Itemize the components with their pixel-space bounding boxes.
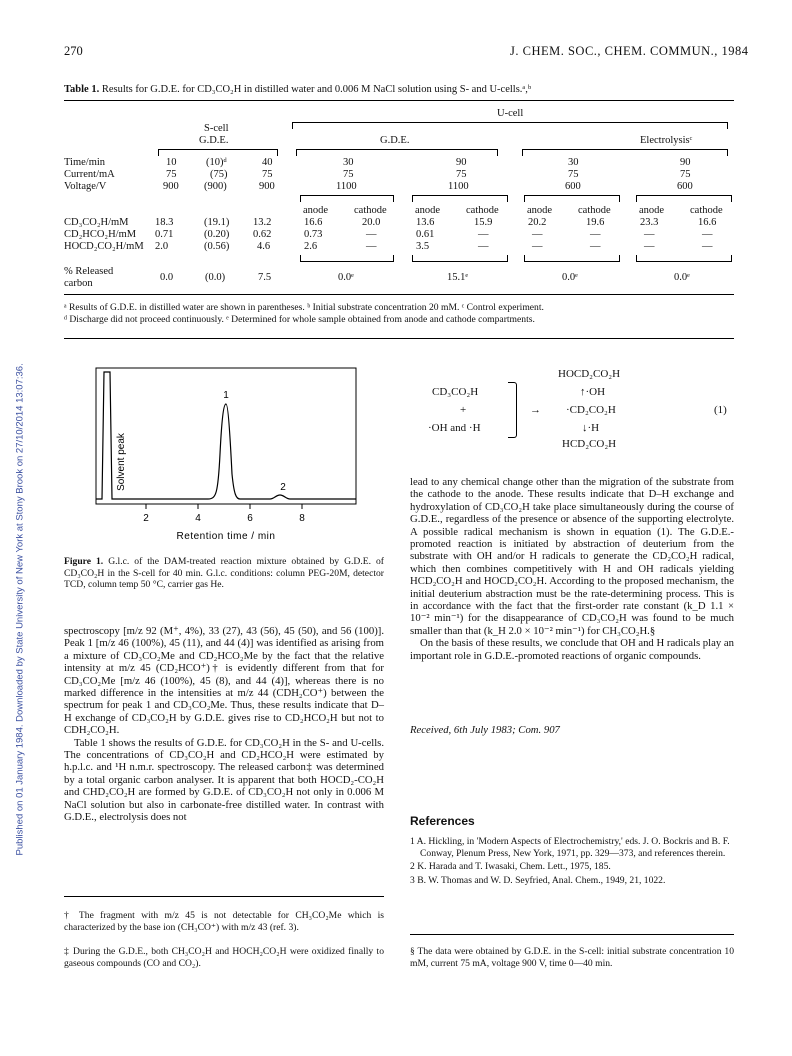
g3-anode-hocd2: —: [532, 241, 543, 252]
ucell-g1-voltage: 1100: [336, 181, 357, 192]
scell-brace: [158, 149, 278, 156]
figure-caption-label: Figure 1.: [64, 556, 104, 567]
scell-voltage-3: 900: [259, 181, 275, 192]
g2-anode: anode: [415, 205, 441, 216]
ucell-g3-current: 75: [568, 169, 579, 180]
g1-brace: [300, 195, 394, 202]
scheme-arrow: →: [530, 404, 541, 416]
g3-brace: [524, 195, 620, 202]
g3-anode-cd3: 20.2: [528, 217, 547, 228]
right-footnote-rule: [410, 934, 734, 935]
g4-brace: [636, 195, 732, 202]
footnote-dagger: † The fragment with m/z 45 is not detectable for CH₃CO₂Me which is characterized by the base ion (CH₃CO⁺) with m/z 43 (ref. 3).: [64, 910, 384, 933]
scheme-up-oh: ↑·OH: [580, 386, 606, 398]
ucell-g2-voltage: 1100: [448, 181, 469, 192]
g1-cathode: cathode: [354, 205, 387, 216]
right-column-text: [410, 476, 734, 662]
reference-3: 3 B. W. Thomas and W. D. Seyfried, Anal. Chem., 1949, 21, 1022.: [410, 874, 666, 886]
tick-label-6: 6: [247, 513, 253, 524]
g2-released: 15.1ᵉ: [447, 272, 469, 283]
g3-anode-cd2h: —: [532, 229, 543, 240]
table-caption-text: Results for G.D.E. for CD₃CO₂H in distilled water and 0.006 M NaCl solution using S- and U-cells.ᵃ,ᵇ: [101, 84, 532, 95]
left-footnote-rule: [64, 896, 384, 897]
scell-cd3-1: 18.3: [155, 217, 174, 228]
g2-brace: [412, 195, 508, 202]
table-top-rule: [64, 100, 734, 101]
g4-lower-brace: [636, 255, 732, 262]
peak-1-label: 1: [223, 390, 229, 401]
g4-anode-hocd2: —: [644, 241, 655, 252]
g1-anode-cd3: 16.6: [304, 217, 323, 228]
ucell-g4-current: 75: [680, 169, 691, 180]
g1-cathode-hocd2: —: [366, 241, 377, 252]
scell-current-1: 75: [166, 169, 177, 180]
g2-cathode-cd3: 15.9: [474, 217, 493, 228]
g2-cathode-cd2h: —: [478, 229, 489, 240]
g4-cathode-cd3: 16.6: [698, 217, 717, 228]
scheme-plus: +: [460, 404, 467, 416]
row-label-time: Time/min: [64, 157, 106, 168]
references-list: [410, 836, 734, 886]
g4-cathode-hocd2: —: [702, 241, 713, 252]
g2-anode-hocd2: 3.5: [416, 241, 430, 252]
g3-cathode-hocd2: —: [590, 241, 601, 252]
left-paragraph-1: spectroscopy [m/z 92 (M⁺, 4%), 33 (27), 43 (56), 45 (50), and 56 (100)]. Peak 1 [m/z 46 (100%), 45 (11), and 44 (4)] was identified as arising from a mixture of CD₃CO₂Me and CD₂HCO₂Me by the fact that the relative intensity at m/z 45 (CD₂HCO⁺)† is evidently different from that for CD₃CO₂Me [m/z 46 (100%), 45 (8), and 44 (4)], whereas there is no marked difference in the intensities at m/z 44 (CDH₂CO⁺) between the spectrum for peak 1 and CD₃CO₂Me. Thus, these results indicate that D–H exchange of CD₃CO₂H by G.D.E. gives rise to CD₂HCO₂H but not to CDH₂CO₂H.: [64, 625, 384, 737]
g3-lower-brace: [524, 255, 620, 262]
g4-anode-cd2h: —: [644, 229, 655, 240]
received-date: Received, 6th July 1983; Com. 907: [410, 724, 560, 736]
ucell-g1-time: 30: [343, 157, 354, 168]
g1-released: 0.0ᵉ: [338, 272, 354, 283]
row-label-cd3: CD₃CO₂H/mM: [64, 217, 129, 228]
scheme-intermediate: ·CD₂CO₂H: [566, 404, 616, 416]
scell-time-1: 10: [166, 157, 177, 168]
ucell-g3-voltage: 600: [565, 181, 581, 192]
gde-brace: [296, 149, 498, 156]
equation-number: (1): [714, 404, 727, 416]
left-column-text: [64, 625, 384, 824]
table-header-gde: G.D.E.: [380, 135, 410, 146]
g3-cathode-cd3: 19.6: [586, 217, 605, 228]
g1-anode-cd2h: 0.73: [304, 229, 323, 240]
left-paragraph-2: Table 1 shows the results of G.D.E. for CD₃CO₂H in the S- and U-cells. The concentrations of CD₃CO₂H and CD₂HCO₂H were estimated by h.p.l.c. and ¹H n.m.r. spectroscopy. The released carbon‡ was determined by a total organic carbon analyser. It is apparent that both HOCD₂-CO₂H and CHD₂CO₂H are formed by G.D.E. of CD₃CO₂H not only in 0.006 M NaCl solution but also in carbonate-free distilled water. In contrast with G.D.E., electrolysis does not: [64, 736, 384, 824]
row-label-hocd2: HOCD₂CO₂H/mM: [64, 241, 144, 252]
peak-2-label: 2: [280, 482, 286, 493]
g4-anode: anode: [639, 205, 665, 216]
g3-cathode: cathode: [578, 205, 611, 216]
g3-released: 0.0ᵉ: [562, 272, 578, 283]
table-header-scell-gde: G.D.E.: [199, 135, 229, 146]
ucell-g4-voltage: 600: [677, 181, 693, 192]
footnote-section: § The data were obtained by G.D.E. in the S-cell: initial substrate concentration 10 mM, current 75 mA, voltage 900 V, time 0—40 min.: [410, 946, 734, 969]
figure-caption: [64, 556, 384, 591]
scell-released-2: (0.0): [205, 272, 226, 283]
row-label-current: Current/mA: [64, 169, 115, 180]
reaction-scheme: [410, 366, 740, 466]
scell-hocd2-2: (0.56): [204, 241, 230, 252]
ucell-g1-current: 75: [343, 169, 354, 180]
g1-anode-hocd2: 2.6: [304, 241, 318, 252]
scell-cd3-3: 13.2: [253, 217, 272, 228]
g4-released: 0.0ᵉ: [674, 272, 690, 283]
scell-cd3-2: (19.1): [204, 217, 230, 228]
g2-lower-brace: [412, 255, 508, 262]
reference-1: 1 A. Hickling, in 'Modern Aspects of Electrochemistry,' eds. J. O. Bockris and B. F. Conway, Plenum Press, New York, 1971, pp. 329—373, and references therein.: [410, 836, 730, 859]
table-header-ucell: U-cell: [497, 108, 524, 119]
g2-anode-cd2h: 0.61: [416, 229, 435, 240]
journal-header: J. CHEM. SOC., CHEM. COMMUN., 1984: [510, 44, 749, 58]
g2-anode-cd3: 13.6: [416, 217, 435, 228]
ucell-g4-time: 90: [680, 157, 691, 168]
table-caption-label: Table 1.: [64, 84, 100, 95]
x-axis-label: Retention time / min: [176, 531, 276, 542]
electrolysis-brace: [522, 149, 728, 156]
tick-label-4: 4: [195, 513, 201, 524]
ucell-g2-current: 75: [456, 169, 467, 180]
scell-time-3: 40: [262, 157, 273, 168]
g1-lower-brace: [300, 255, 394, 262]
chromatogram-figure: [88, 364, 378, 550]
figure-caption-text: G.l.c. of the DAM-treated reaction mixture obtained by G.D.E. of CD₃CO₂H in the S-cell for 40 min. G.l.c. conditions: column PEG-20M, detector TCD, column temp 50 °C, carrier gas He.: [64, 556, 384, 590]
row-label-cd2h: CD₂HCO₂H/mM: [64, 229, 137, 240]
table-footnote-1: ᵃ Results of G.D.E. in distilled water are shown in parentheses. ᵇ Initial substrate concentration 20 mM. ᶜ Control experiment.: [64, 302, 544, 313]
table-header-electrolysis: Electrolysisᶜ: [640, 135, 693, 146]
scell-current-2: (75): [210, 169, 228, 180]
reference-2: 2 K. Harada and T. Iwasaki, Chem. Lett., 1975, 185.: [410, 861, 611, 872]
scell-hocd2-1: 2.0: [155, 241, 169, 252]
g1-cathode-cd2h: —: [366, 229, 377, 240]
download-watermark: Published on 01 January 1984. Downloaded by State University of New York at Stony Brook on 27/10/2014 13:07:36.: [14, 363, 26, 856]
g3-anode: anode: [527, 205, 553, 216]
scheme-product-bottom: HCD₂CO₂H: [562, 438, 617, 450]
scell-cd2h-3: 0.62: [253, 229, 272, 240]
scheme-reactant: CD₃CO₂H: [432, 386, 479, 398]
g4-anode-cd3: 23.3: [640, 217, 659, 228]
g4-cathode-cd2h: —: [702, 229, 713, 240]
tick-label-2: 2: [143, 513, 149, 524]
table-bottom-rule: [64, 294, 734, 295]
row-label-released: % Released: [64, 266, 114, 277]
scheme-down-h: ↓·H: [582, 422, 600, 434]
scell-released-3: 7.5: [258, 272, 272, 283]
g1-anode: anode: [303, 205, 329, 216]
g3-cathode-cd2h: —: [590, 229, 601, 240]
g2-cathode-hocd2: —: [478, 241, 489, 252]
scheme-brace: [508, 382, 517, 438]
scell-current-3: 75: [262, 169, 273, 180]
solvent-peak-label: Solvent peak: [116, 433, 127, 491]
scheme-product-top: HOCD₂CO₂H: [558, 368, 621, 380]
scell-voltage-1: 900: [163, 181, 179, 192]
right-paragraph-2: On the basis of these results, we conclude that OH and H radicals play an important role in G.D.E.-promoted reactions of organic compounds.: [410, 637, 734, 662]
references-title: References: [410, 814, 475, 828]
ucell-g2-time: 90: [456, 157, 467, 168]
scell-voltage-2: (900): [204, 181, 227, 192]
table-footnote-2: ᵈ Discharge did not proceed continuously. ᵉ Determined for whole sample obtained from anode and cathode compartments.: [64, 314, 535, 325]
g2-cathode: cathode: [466, 205, 499, 216]
section-rule: [64, 338, 734, 339]
ucell-g3-time: 30: [568, 157, 579, 168]
page-number: 270: [64, 44, 83, 58]
plot-frame: [96, 368, 356, 504]
right-paragraph-1: lead to any chemical change other than the migration of the substrate from the cathode to the anode. These results indicate that D–H exchange and hydroxylation of CD₃CO₂H take place simultaneously during the course of G.D.E., regardless of the presence or absence of the supporting electrolyte. A possible radical mechanism is shown in equation (1). The G.D.E.-promoted reaction is initiated by abstraction of deuterium from the substrate with OH and/or H radicals to generate the CD₂CO₂H radical, which then combines competitively with H and OH radicals yielding HCD₂CO₂H and HOCD₂CO₂H. According to the proposed mechanism, the initial deuterium abstraction must be the rate-determining process. This is in accordance with the fact that the first-order rate constant (k_D 1.1 × 10⁻² min⁻¹) for the disappearance of CD₃CO₂H was found to be much smaller than that (k_H 2.0 × 10⁻² min⁻¹) for CH₃CO₂H.§: [410, 476, 734, 637]
table-caption: [64, 84, 531, 96]
scell-time-2: (10)ᵈ: [206, 157, 227, 168]
ucell-brace: [292, 122, 728, 129]
scell-released-1: 0.0: [160, 272, 174, 283]
footnote-ddagger: ‡ During the G.D.E., both CH₃CO₂H and HOCH₂CO₂H were oxidized finally to gaseous compounds (CO and CO₂).: [64, 946, 384, 969]
table-header-scell: S-cell: [204, 123, 229, 134]
scell-cd2h-2: (0.20): [204, 229, 230, 240]
row-label-carbon: carbon: [64, 278, 93, 289]
scell-cd2h-1: 0.71: [155, 229, 174, 240]
row-label-voltage: Voltage/V: [64, 181, 107, 192]
g1-cathode-cd3: 20.0: [362, 217, 381, 228]
g4-cathode: cathode: [690, 205, 723, 216]
tick-label-8: 8: [299, 513, 305, 524]
scell-hocd2-3: 4.6: [257, 241, 271, 252]
scheme-radicals: ·OH and ·H: [428, 422, 481, 434]
